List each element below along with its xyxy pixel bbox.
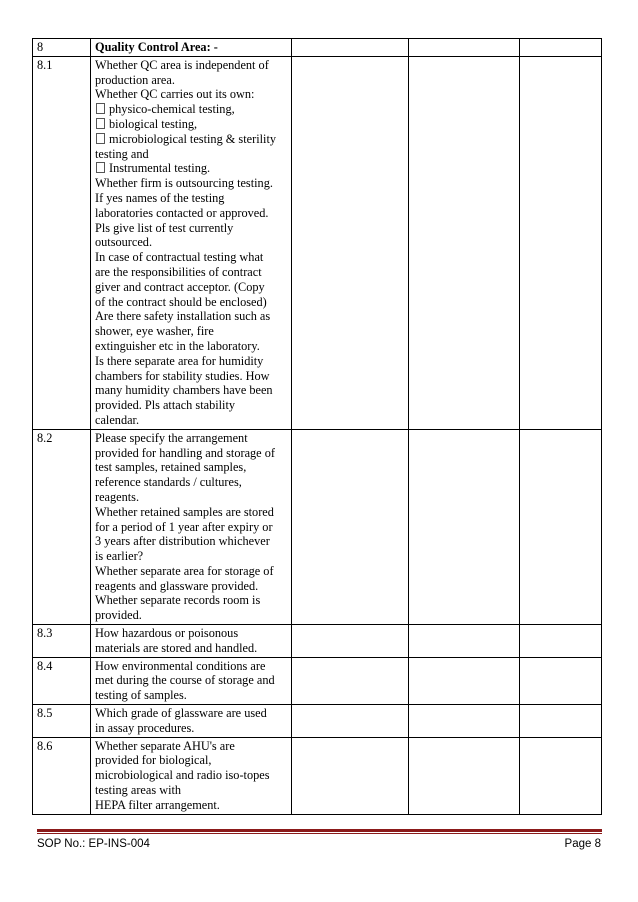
line-text: provided. [95, 608, 142, 623]
item-description [91, 429, 292, 624]
line-text: Whether firm is outsourcing testing. [95, 176, 273, 191]
response-cell[interactable] [292, 705, 409, 738]
line-text: Quality Control Area: - [95, 40, 218, 54]
response-cell[interactable] [292, 737, 409, 814]
description-line [95, 534, 288, 549]
response-cell[interactable] [292, 56, 409, 429]
line-text: provided. Pls attach stability [95, 398, 236, 413]
line-text: is earlier? [95, 549, 144, 564]
description-line [95, 753, 288, 768]
response-cell[interactable] [520, 705, 602, 738]
item-number: 8.5 [33, 705, 91, 738]
description-line [95, 132, 288, 147]
line-text: testing of samples. [95, 688, 187, 703]
line-text: shower, eye washer, fire [95, 324, 214, 339]
response-cell[interactable] [409, 657, 520, 704]
line-text: How hazardous or poisonous [95, 626, 239, 641]
line-text: Instrumental testing. [109, 161, 211, 176]
description-line [95, 87, 288, 102]
description-line [95, 783, 288, 798]
line-text: reagents. [95, 489, 140, 504]
line-text: testing and [95, 146, 149, 161]
item-description [91, 39, 292, 57]
line-text: HEPA filter arrangement. [95, 797, 220, 812]
description-line [95, 641, 288, 656]
checklist-row [33, 39, 602, 57]
description-line [95, 626, 288, 641]
line-text: materials are stored and handled. [95, 640, 258, 655]
description-line [95, 739, 288, 754]
line-text: provided for handling and storage of [95, 445, 275, 460]
line-text: production area. [95, 72, 175, 87]
checklist-row [33, 56, 602, 429]
description-line [95, 505, 288, 520]
section-heading [95, 40, 288, 55]
response-cell[interactable] [409, 737, 520, 814]
line-text: Whether retained samples are stored [95, 504, 274, 519]
line-text: test samples, retained samples, [95, 460, 247, 475]
description-line [95, 102, 288, 117]
description-line [95, 659, 288, 674]
line-text: microbiological testing & sterility [109, 131, 277, 146]
item-number: 8.3 [33, 625, 91, 658]
line-text: in assay procedures. [95, 720, 195, 735]
response-cell[interactable] [409, 39, 520, 57]
description-line [95, 721, 288, 736]
line-text: calendar. [95, 412, 140, 427]
description-line [95, 579, 288, 594]
description-line [95, 798, 288, 813]
line-text: Whether separate area for storage of [95, 563, 274, 578]
description-line [95, 593, 288, 608]
response-cell[interactable] [520, 56, 602, 429]
response-cell[interactable] [520, 429, 602, 624]
description-line [95, 73, 288, 88]
description-line [95, 265, 288, 280]
item-number: 8.2 [33, 429, 91, 624]
response-cell[interactable] [520, 625, 602, 658]
description-line [95, 564, 288, 579]
response-cell[interactable] [520, 39, 602, 57]
item-description [91, 705, 292, 738]
description-line [95, 235, 288, 250]
description-line [95, 221, 288, 236]
line-text: How environmental conditions are [95, 658, 266, 673]
checklist-row [33, 429, 602, 624]
response-cell[interactable] [409, 705, 520, 738]
item-number: 8.1 [33, 56, 91, 429]
description-line [95, 161, 288, 176]
description-line [95, 475, 288, 490]
response-cell[interactable] [409, 56, 520, 429]
description-line [95, 446, 288, 461]
description-line [95, 520, 288, 535]
line-text: reagents and glassware provided. [95, 578, 259, 593]
response-cell[interactable] [520, 657, 602, 704]
description-line [95, 324, 288, 339]
description-line [95, 280, 288, 295]
description-line [95, 117, 288, 132]
description-line [95, 490, 288, 505]
line-text: for a period of 1 year after expiry or [95, 519, 273, 534]
line-text: many humidity chambers have been [95, 383, 273, 398]
line-text: reference standards / cultures, [95, 475, 242, 490]
line-text: Whether QC area is independent of [95, 57, 269, 72]
description-line [95, 339, 288, 354]
description-line [95, 688, 288, 703]
description-line [95, 191, 288, 206]
item-description [91, 657, 292, 704]
line-text: In case of contractual testing what [95, 250, 264, 265]
footer-rule-thick [37, 829, 602, 832]
page-number: Page 8 [564, 838, 601, 850]
line-text: 3 years after distribution whichever [95, 534, 270, 549]
description-line [95, 549, 288, 564]
line-text: physico-chemical testing, [109, 102, 235, 117]
description-line [95, 706, 288, 721]
checklist-row [33, 705, 602, 738]
line-text: Pls give list of test currently [95, 220, 234, 235]
item-number: 8.4 [33, 657, 91, 704]
line-text: are the responsibilities of contract [95, 264, 262, 279]
line-text: provided for biological, [95, 753, 212, 768]
response-cell[interactable] [292, 429, 409, 624]
description-line [95, 673, 288, 688]
checkbox-glyph-icon [96, 162, 105, 173]
line-text: outsourced. [95, 235, 153, 250]
line-text: Whether QC carries out its own: [95, 87, 255, 102]
line-text: Is there separate area for humidity [95, 353, 264, 368]
item-description [91, 737, 292, 814]
line-text: Which grade of glassware are used [95, 706, 267, 721]
line-text: Whether separate AHU's are [95, 738, 235, 753]
description-line [95, 58, 288, 73]
line-text: Please specify the arrangement [95, 430, 248, 445]
item-description [91, 56, 292, 429]
checklist-row [33, 625, 602, 658]
description-line [95, 206, 288, 221]
description-line [95, 354, 288, 369]
item-number: 8 [33, 39, 91, 57]
description-line [95, 250, 288, 265]
response-cell[interactable] [292, 657, 409, 704]
item-number: 8.6 [33, 737, 91, 814]
checkbox-glyph-icon [96, 118, 105, 129]
line-text: Whether separate records room is [95, 593, 261, 608]
response-cell[interactable] [292, 39, 409, 57]
checkbox-glyph-icon [96, 103, 105, 114]
checklist-row [33, 657, 602, 704]
description-line [95, 768, 288, 783]
description-line [95, 460, 288, 475]
description-line [95, 147, 288, 162]
inspection-checklist-table [32, 38, 602, 815]
response-cell[interactable] [520, 737, 602, 814]
checklist-body [33, 39, 602, 815]
line-text: giver and contract acceptor. (Copy [95, 279, 265, 294]
checkbox-glyph-icon [96, 133, 105, 144]
item-description [91, 625, 292, 658]
line-text: Are there safety installation such as [95, 309, 271, 324]
line-text: chambers for stability studies. How [95, 368, 270, 383]
line-text: of the contract should be enclosed) [95, 294, 267, 309]
description-line [95, 295, 288, 310]
line-text: If yes names of the testing [95, 190, 225, 205]
line-text: testing areas with [95, 783, 182, 798]
line-text: biological testing, [109, 116, 198, 131]
footer-rule-thin [37, 833, 602, 834]
checklist-row [33, 737, 602, 814]
response-cell[interactable] [292, 625, 409, 658]
description-line [95, 309, 288, 324]
description-line [95, 369, 288, 384]
description-line [95, 398, 288, 413]
sop-number: SOP No.: EP-INS-004 [37, 838, 150, 850]
line-text: laboratories contacted or approved. [95, 205, 269, 220]
description-line [95, 413, 288, 428]
description-line [95, 176, 288, 191]
response-cell[interactable] [409, 429, 520, 624]
line-text: met during the course of storage and [95, 673, 275, 688]
line-text: extinguisher etc in the laboratory. [95, 338, 260, 353]
description-line [95, 383, 288, 398]
description-line [95, 608, 288, 623]
description-line [95, 431, 288, 446]
response-cell[interactable] [409, 625, 520, 658]
line-text: microbiological and radio iso-topes [95, 768, 270, 783]
